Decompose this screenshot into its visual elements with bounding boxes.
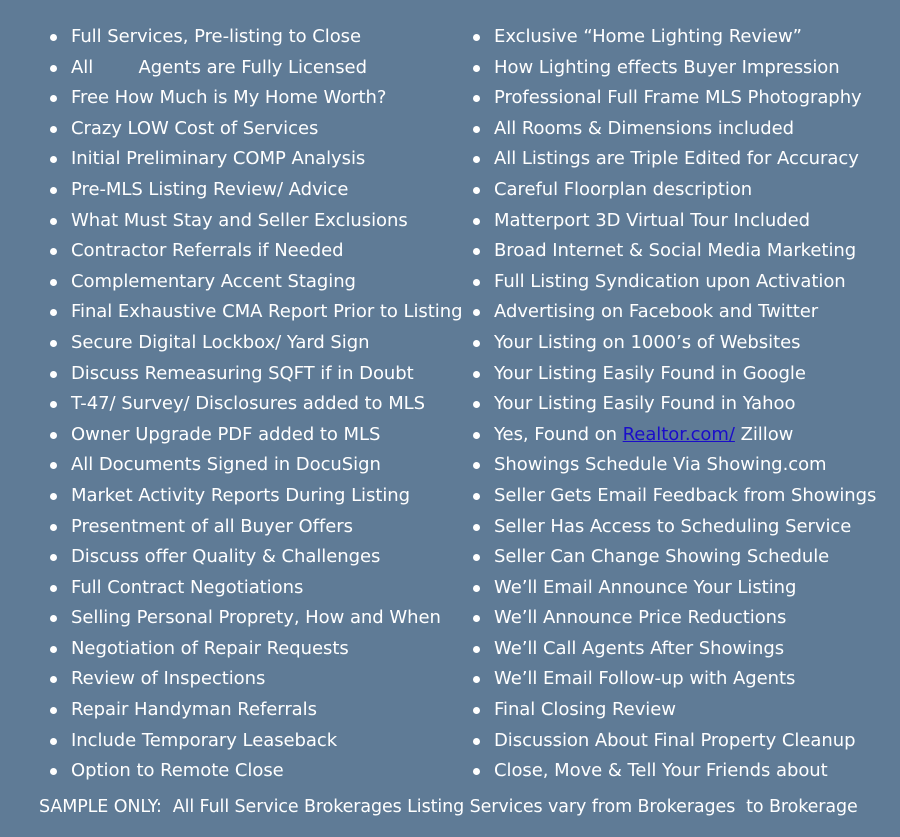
services-list — [0, 22, 900, 792]
list-item: All Agents are Fully Licensed — [48, 53, 468, 84]
list-item: Full Services, Pre-listing to Close — [48, 22, 468, 53]
list-item: We’ll Call Agents After Showings — [471, 634, 896, 665]
list-item: Discussion About Final Property Cleanup — [471, 726, 896, 757]
list-item: Selling Personal Proprety, How and When — [48, 603, 468, 634]
list-item: We’ll Announce Price Reductions — [471, 603, 896, 634]
list-item: Initial Preliminary COMP Analysis — [48, 144, 468, 175]
list-item: Seller Gets Email Feedback from Showings — [471, 481, 896, 512]
list-item: Discuss offer Quality & Challenges — [48, 542, 468, 573]
list-item: Careful Floorplan description — [471, 175, 896, 206]
list-item: Seller Can Change Showing Schedule — [471, 542, 896, 573]
list-item: Presentment of all Buyer Offers — [48, 512, 468, 543]
list-item: Discuss Remeasuring SQFT if in Doubt — [48, 359, 468, 390]
list-item: Contractor Referrals if Needed — [48, 236, 468, 267]
sample-disclaimer: SAMPLE ONLY: All Full Service Brokerages Listing Services vary from Brokerages to Brokerage — [39, 797, 858, 817]
list-item: All Documents Signed in DocuSign — [48, 450, 468, 481]
list-item: Final Exhaustive CMA Report Prior to Listing — [48, 297, 468, 328]
list-item: Include Temporary Leaseback — [48, 726, 468, 757]
list-item: Full Contract Negotiations — [48, 573, 468, 604]
list-item: Option to Remote Close — [48, 756, 468, 787]
list-item: We’ll Email Announce Your Listing — [471, 573, 896, 604]
list-item: Pre-MLS Listing Review/ Advice — [48, 175, 468, 206]
list-item: Seller Has Access to Scheduling Service — [471, 512, 896, 543]
list-item: Advertising on Facebook and Twitter — [471, 297, 896, 328]
list-item: Your Listing Easily Found in Google — [471, 359, 896, 390]
list-item: Broad Internet & Social Media Marketing — [471, 236, 896, 267]
list-item: Repair Handyman Referrals — [48, 695, 468, 726]
list-item: Close, Move & Tell Your Friends about — [471, 756, 896, 787]
list-item: Market Activity Reports During Listing — [48, 481, 468, 512]
list-item: Free How Much is My Home Worth? — [48, 83, 468, 114]
realtor-link[interactable]: Realtor.com/ — [622, 423, 735, 445]
list-item: Your Listing Easily Found in Yahoo — [471, 389, 896, 420]
list-item: Review of Inspections — [48, 664, 468, 695]
list-item: Secure Digital Lockbox/ Yard Sign — [48, 328, 468, 359]
list-item: Matterport 3D Virtual Tour Included — [471, 206, 896, 237]
list-item: All Listings are Triple Edited for Accuracy — [471, 144, 896, 175]
list-item: How Lighting effects Buyer Impression — [471, 53, 896, 84]
list-item-realtor — [471, 420, 896, 451]
list-item: Showings Schedule Via Showing.com — [471, 450, 896, 481]
list-item: Crazy LOW Cost of Services — [48, 114, 468, 145]
list-item: Final Closing Review — [471, 695, 896, 726]
left-services-column — [48, 22, 468, 787]
realtor-prefix: Yes, Found on — [494, 423, 623, 445]
list-item: We’ll Email Follow-up with Agents — [471, 664, 896, 695]
list-item: Negotiation of Repair Requests — [48, 634, 468, 665]
list-item: Exclusive “Home Lighting Review” — [471, 22, 896, 53]
list-item: Your Listing on 1000’s of Websites — [471, 328, 896, 359]
list-item: Full Listing Syndication upon Activation — [471, 267, 896, 298]
list-item: T-47/ Survey/ Disclosures added to MLS — [48, 389, 468, 420]
realtor-suffix: Zillow — [734, 423, 794, 445]
list-item: Owner Upgrade PDF added to MLS — [48, 420, 468, 451]
right-services-column — [471, 22, 896, 787]
list-item: All Rooms & Dimensions included — [471, 114, 896, 145]
list-item: What Must Stay and Seller Exclusions — [48, 206, 468, 237]
list-item: Complementary Accent Staging — [48, 267, 468, 298]
list-item: Professional Full Frame MLS Photography — [471, 83, 896, 114]
